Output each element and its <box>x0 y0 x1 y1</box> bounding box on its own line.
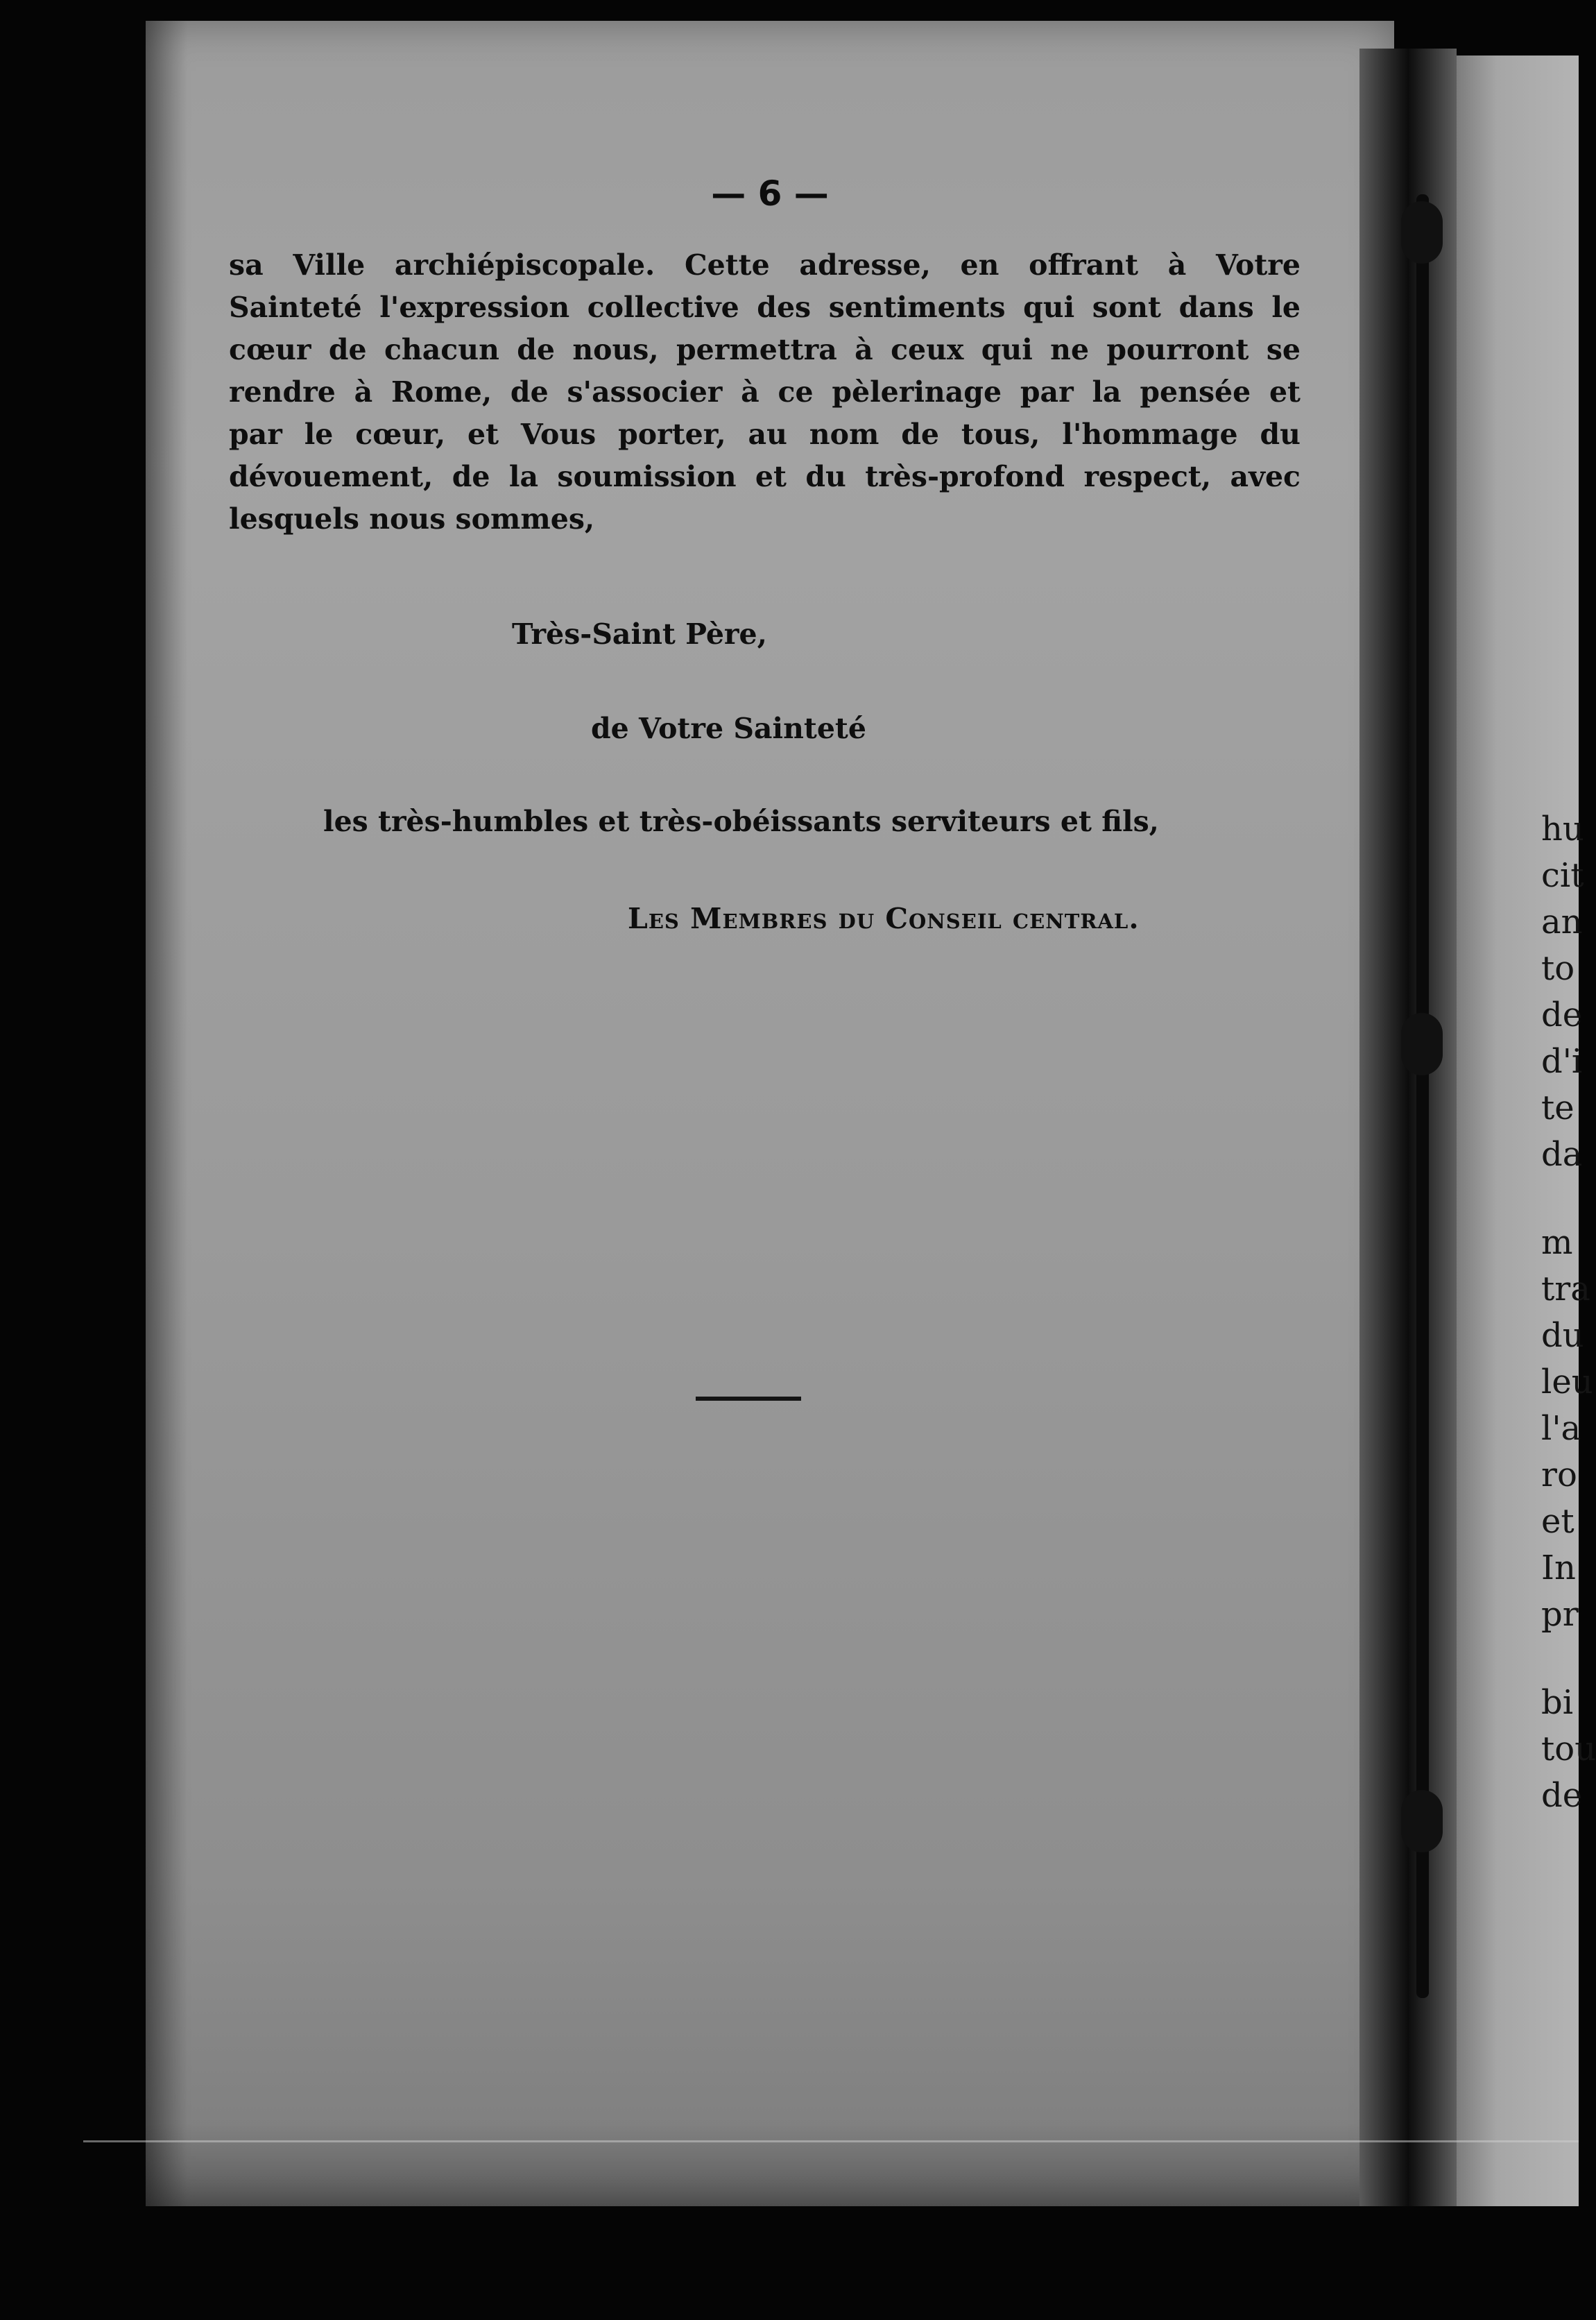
facing-fragment: pr <box>1541 1595 1579 1634</box>
facing-fragment: bi <box>1541 1683 1574 1722</box>
binding-knot <box>1401 1013 1443 1075</box>
binding-knot <box>1401 1790 1443 1852</box>
facing-fragment: tou <box>1541 1730 1596 1768</box>
facing-fragment: et <box>1541 1502 1574 1541</box>
facing-fragment: an <box>1541 903 1583 941</box>
closing-phrase: de Votre Sainteté <box>591 712 866 745</box>
facing-fragment: In <box>1541 1549 1576 1587</box>
body-paragraph <box>229 244 1301 540</box>
facing-fragment: d'i <box>1541 1042 1583 1081</box>
facing-fragment: da <box>1541 1135 1583 1174</box>
facing-gap <box>1541 1178 1579 1220</box>
facing-fragment: de <box>1541 996 1583 1034</box>
facing-fragment: de <box>1541 1776 1583 1815</box>
text-line: Sainteté l'expression collective des sentiments qui sont dans le <box>229 291 1301 324</box>
binding-knot <box>1401 201 1443 264</box>
facing-fragment: l'a <box>1541 1409 1581 1448</box>
facing-gap <box>1541 1638 1579 1680</box>
page-edge-line <box>83 2140 1579 2142</box>
closing-servants: les très-humbles et très-obéissants serviteurs et fils, <box>323 805 1159 838</box>
page-number: — 6 — <box>711 173 829 214</box>
binding-thread <box>1416 194 1429 1998</box>
facing-fragment: cit <box>1541 856 1584 895</box>
text-line: cœur de chacun de nous, permettra à ceux qui ne pourront se <box>229 333 1301 366</box>
facing-page-text <box>1541 806 1596 1819</box>
facing-fragment: tra <box>1541 1270 1590 1308</box>
text-line: sa Ville archiépiscopale. Cette adresse, en offrant à Votre <box>229 248 1301 282</box>
signature: Les Membres du Conseil central. <box>628 902 1140 935</box>
facing-fragment: te <box>1541 1089 1574 1127</box>
facing-fragment: du <box>1541 1316 1584 1355</box>
text-line: rendre à Rome, de s'associer à ce pèlerinage par la pensée et <box>229 375 1301 409</box>
facing-fragment: leu <box>1541 1363 1593 1401</box>
facing-fragment: hu <box>1541 810 1584 848</box>
book-spine <box>1359 49 1457 2206</box>
facing-fragment: m <box>1541 1223 1573 1262</box>
facing-fragment: to <box>1541 949 1575 988</box>
facing-fragment: ro <box>1541 1456 1577 1494</box>
text-line: lesquels nous sommes, <box>229 502 595 536</box>
section-rule <box>696 1397 801 1401</box>
text-line: dévouement, de la soumission et du très-profond respect, avec <box>229 460 1301 493</box>
text-line: par le cœur, et Vous porter, au nom de tous, l'hommage du <box>229 418 1301 451</box>
salutation: Très-Saint Père, <box>512 617 767 651</box>
